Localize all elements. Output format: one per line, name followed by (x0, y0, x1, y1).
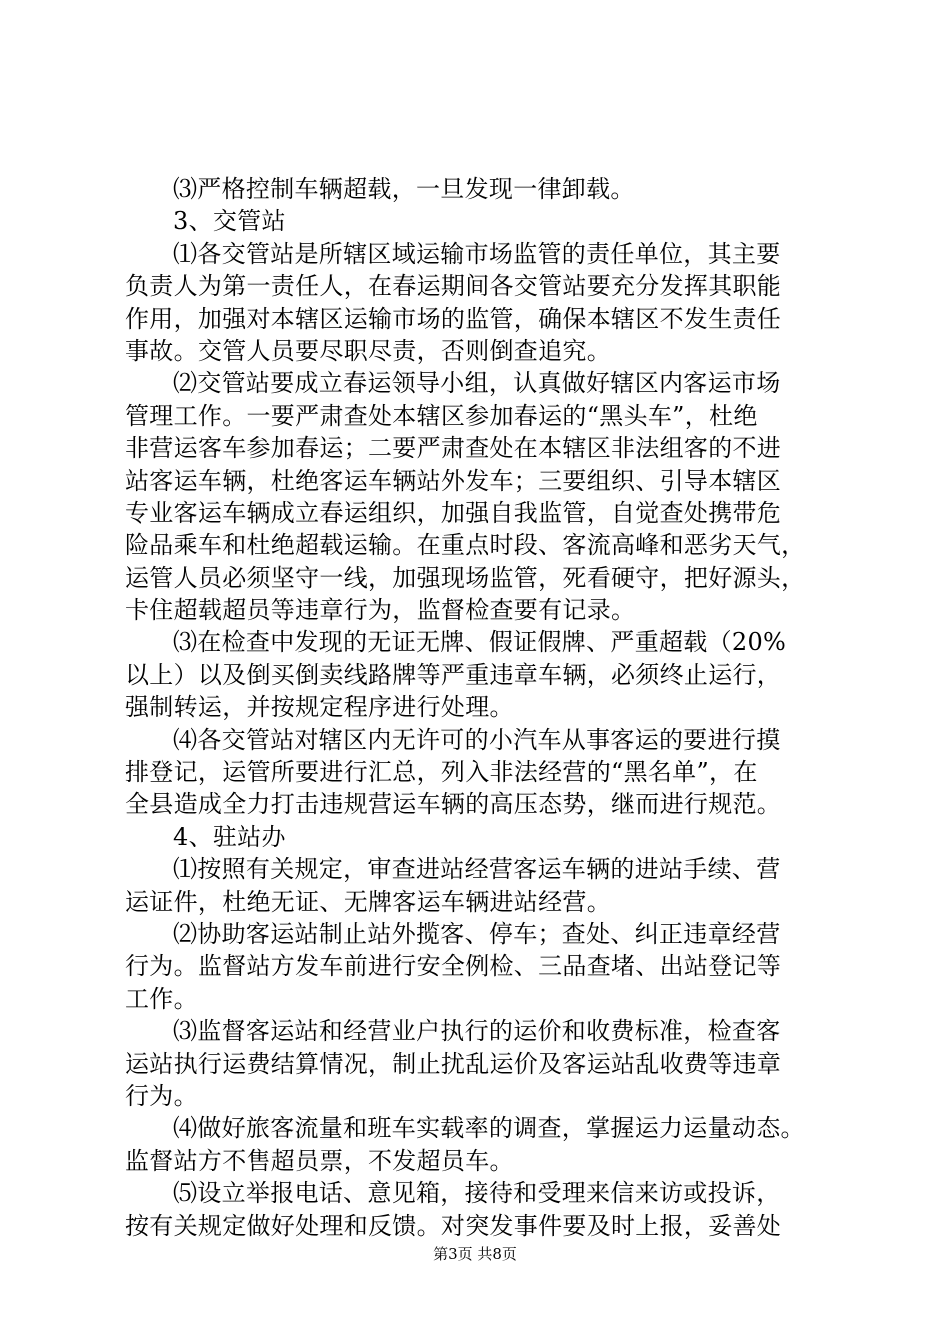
paragraph-line: 卡住超载超员等违章行为，监督检查要有记录。 (125, 596, 636, 625)
paragraph-line: 行为。监督站方发车前进行安全例检、三品查堵、出站登记等 (125, 952, 782, 981)
paragraph-line: 工作。 (125, 984, 198, 1013)
paragraph-line: 险品乘车和杜绝超载运输。在重点时段、客流高峰和恶劣天气， (125, 531, 806, 560)
page-number-footer: 第3页 共8页 (433, 1245, 517, 1263)
paragraph-line: ⑵交管站要成立春运领导小组，认真做好辖区内客运市场 (173, 369, 781, 398)
paragraph-line: 监督站方不售超员票，不发超员车。 (125, 1146, 514, 1175)
paragraph-line: 强制转运，并按规定程序进行处理。 (125, 693, 514, 722)
paragraph-line: 负责人为第一责任人，在春运期间各交管站要充分发挥其职能 (125, 272, 782, 301)
paragraph-line: 运站执行运费结算情况，制止扰乱运价及客运站乱收费等违章 (125, 1049, 782, 1078)
paragraph-line: 专业客运车辆成立春运组织，加强自我监管，自觉查处携带危 (125, 498, 782, 527)
paragraph-line: ⑴各交管站是所辖区域运输市场监管的责任单位，其主要 (173, 239, 781, 268)
paragraph-line: 管理工作。一要严肃查处本辖区参加春运的“黑头车”，杜绝 (125, 401, 758, 430)
paragraph-line: 事故。交管人员要尽职尽责，否则倒查追究。 (125, 336, 611, 365)
paragraph-line: ⑷各交管站对辖区内无许可的小汽车从事客运的要进行摸 (173, 725, 781, 754)
paragraph-line: 排登记，运管所要进行汇总，列入非法经营的“黑名单”，在 (125, 758, 758, 787)
paragraph-line: 行为。 (125, 1081, 198, 1110)
paragraph-line: 按有关规定做好处理和反馈。对突发事件要及时上报，妥善处 (125, 1211, 782, 1240)
paragraph-line: ⑶严格控制车辆超载，一旦发现一律卸载。 (173, 175, 635, 203)
paragraph-line: 站客运车辆，杜绝客运车辆站外发车；三要组织、引导本辖区 (125, 466, 782, 495)
paragraph-line: ⑷做好旅客流量和班车实载率的调查，掌握运力运量动态。 (173, 1114, 805, 1143)
paragraph-line: 运管人员必须坚守一线，加强现场监管，死看硬守，把好源头， (125, 563, 806, 592)
paragraph-line: ⑶监督客运站和经营业户执行的运价和收费标准，检查客 (173, 1017, 781, 1046)
paragraph-line: 全县造成全力打击违规营运车辆的高压态势，继而进行规范。 (125, 790, 782, 819)
paragraph-line: ⑶在检查中发现的无证无牌、假证假牌、严重超载（20% (173, 628, 787, 657)
paragraph-line: 作用，加强对本辖区运输市场的监管，确保本辖区不发生责任 (125, 304, 782, 333)
document-body (125, 173, 837, 1242)
paragraph-line: ⑸设立举报电话、意见箱，接待和受理来信来访或投诉， (173, 1179, 781, 1208)
paragraph-line: ⑵协助客运站制止站外揽客、停车；查处、纠正违章经营 (173, 919, 781, 948)
section-heading: 3、交管站 (173, 207, 286, 236)
section-heading: 4、驻站办 (173, 822, 286, 851)
paragraph-line: ⑴按照有关规定，审查进站经营客运车辆的进站手续、营 (173, 855, 781, 884)
paragraph-line: 运证件，杜绝无证、无牌客运车辆进站经营。 (125, 887, 611, 916)
paragraph-line: 以上）以及倒买倒卖线路牌等严重违章车辆，必须终止运行， (125, 660, 782, 689)
paragraph-line: 非营运客车参加春运；二要严肃查处在本辖区非法组客的不进 (125, 434, 782, 463)
